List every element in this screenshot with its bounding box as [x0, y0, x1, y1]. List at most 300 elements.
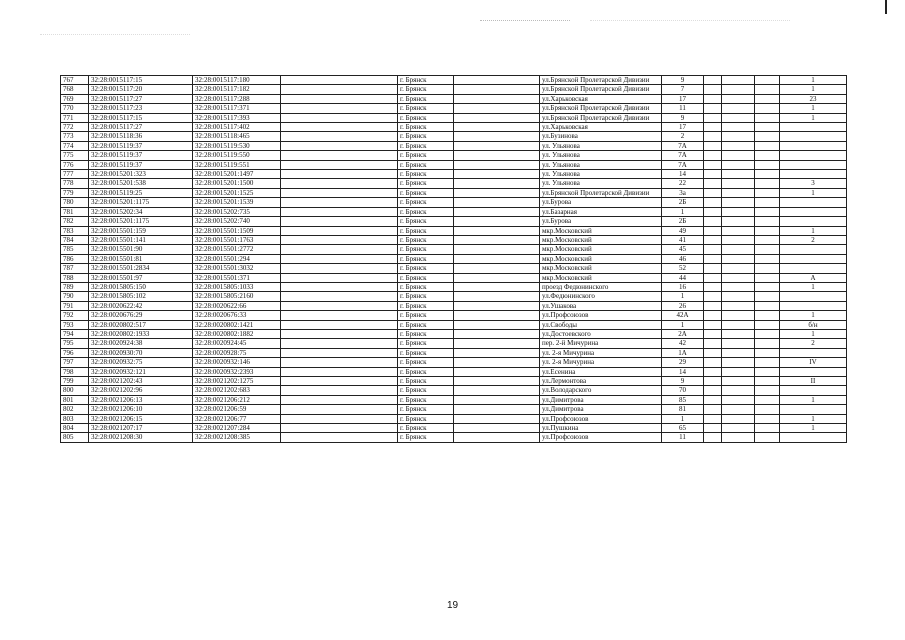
table-row	[61, 273, 847, 282]
apartment-cell: 1	[780, 85, 847, 94]
apartment-cell	[780, 170, 847, 179]
house-cell: 1	[662, 320, 704, 329]
city-cell: г. Брянск	[398, 207, 454, 216]
empty-cell	[281, 367, 398, 376]
land-cadastral-cell: 32:28:0020932:75	[89, 358, 193, 367]
object-cadastral-cell: 32:28:0021206:77	[193, 414, 281, 423]
object-cadastral-cell: 32:28:0015118:465	[193, 132, 281, 141]
empty-cell	[454, 301, 540, 310]
street-cell: ул.Свободы	[540, 320, 662, 329]
table-row	[61, 386, 847, 395]
city-cell: г. Брянск	[398, 217, 454, 226]
empty-cell	[722, 264, 755, 273]
land-cadastral-cell: 32:28:0015805:102	[89, 292, 193, 301]
land-cadastral-cell: 32:28:0015119:37	[89, 141, 193, 150]
empty-cell	[704, 141, 722, 150]
table-row	[61, 414, 847, 423]
house-cell: 2	[662, 132, 704, 141]
land-cadastral-cell: 32:28:0015501:81	[89, 254, 193, 263]
empty-cell	[722, 405, 755, 414]
empty-cell	[755, 113, 780, 122]
empty-cell	[281, 160, 398, 169]
empty-cell	[755, 226, 780, 235]
empty-cell	[281, 151, 398, 160]
street-cell: ул.Достоевского	[540, 329, 662, 338]
empty-cell	[722, 367, 755, 376]
street-cell: ул.Лермонтова	[540, 377, 662, 386]
empty-cell	[704, 151, 722, 160]
city-cell: г. Брянск	[398, 170, 454, 179]
land-cadastral-cell: 32:28:0020676:29	[89, 311, 193, 320]
object-cadastral-cell: 32:28:0015201:1497	[193, 170, 281, 179]
empty-cell	[722, 433, 755, 442]
house-cell: 2Б	[662, 198, 704, 207]
table-row	[61, 207, 847, 216]
land-cadastral-cell: 32:28:0020802:1933	[89, 329, 193, 338]
empty-cell	[755, 141, 780, 150]
street-cell: ул.Димитрова	[540, 395, 662, 404]
street-cell: ул.Ушакова	[540, 301, 662, 310]
apartment-cell	[780, 123, 847, 132]
apartment-cell	[780, 245, 847, 254]
row-number-cell: 791	[61, 301, 89, 310]
row-number-cell: 794	[61, 329, 89, 338]
house-cell: 9	[662, 76, 704, 85]
apartment-cell: 1	[780, 395, 847, 404]
empty-cell	[722, 113, 755, 122]
empty-cell	[722, 273, 755, 282]
house-cell: 7	[662, 85, 704, 94]
object-cadastral-cell: 32:28:0015117:371	[193, 104, 281, 113]
street-cell: ул.Профсоюзов	[540, 311, 662, 320]
apartment-cell	[780, 151, 847, 160]
apartment-cell: 1	[780, 76, 847, 85]
empty-cell	[281, 217, 398, 226]
city-cell: г. Брянск	[398, 348, 454, 357]
table-row	[61, 320, 847, 329]
empty-cell	[454, 198, 540, 207]
apartment-cell: 1	[780, 104, 847, 113]
street-cell: ул.Бурова	[540, 198, 662, 207]
house-cell: 14	[662, 367, 704, 376]
city-cell: г. Брянск	[398, 132, 454, 141]
object-cadastral-cell: 32:28:0015201:1539	[193, 198, 281, 207]
city-cell: г. Брянск	[398, 367, 454, 376]
city-cell: г. Брянск	[398, 188, 454, 197]
empty-cell	[755, 245, 780, 254]
empty-cell	[454, 76, 540, 85]
row-number-cell: 786	[61, 254, 89, 263]
object-cadastral-cell: 32:28:0015501:2772	[193, 245, 281, 254]
empty-cell	[281, 339, 398, 348]
city-cell: г. Брянск	[398, 235, 454, 244]
city-cell: г. Брянск	[398, 339, 454, 348]
empty-cell	[722, 170, 755, 179]
land-cadastral-cell: 32:28:0020932:121	[89, 367, 193, 376]
empty-cell	[704, 311, 722, 320]
land-cadastral-cell: 32:28:0020802:517	[89, 320, 193, 329]
empty-cell	[722, 348, 755, 357]
empty-cell	[722, 329, 755, 338]
land-cadastral-cell: 32:28:0020930:70	[89, 348, 193, 357]
city-cell: г. Брянск	[398, 264, 454, 273]
house-cell: 2Б	[662, 217, 704, 226]
empty-cell	[722, 395, 755, 404]
empty-cell	[281, 170, 398, 179]
empty-cell	[755, 207, 780, 216]
empty-cell	[704, 424, 722, 433]
empty-cell	[755, 320, 780, 329]
empty-cell	[704, 85, 722, 94]
empty-cell	[704, 282, 722, 291]
empty-cell	[454, 386, 540, 395]
empty-cell	[281, 273, 398, 282]
registry-table	[60, 75, 847, 443]
street-cell: проезд Федюнинского	[540, 282, 662, 291]
apartment-cell: 1	[780, 329, 847, 338]
empty-cell	[454, 217, 540, 226]
object-cadastral-cell: 32:28:0015119:551	[193, 160, 281, 169]
empty-cell	[704, 207, 722, 216]
street-cell: ул.Есенина	[540, 367, 662, 376]
house-cell: 17	[662, 94, 704, 103]
empty-cell	[755, 273, 780, 282]
row-number-cell: 793	[61, 320, 89, 329]
empty-cell	[722, 132, 755, 141]
table-row	[61, 179, 847, 188]
empty-cell	[281, 245, 398, 254]
apartment-cell	[780, 433, 847, 442]
street-cell: ул.Брянской Пролетарской Дивизии	[540, 104, 662, 113]
city-cell: г. Брянск	[398, 405, 454, 414]
house-cell: 9	[662, 113, 704, 122]
street-cell: ул. 2-я Мичурина	[540, 358, 662, 367]
row-number-cell: 767	[61, 76, 89, 85]
empty-cell	[281, 235, 398, 244]
city-cell: г. Брянск	[398, 85, 454, 94]
street-cell: мкр.Московский	[540, 254, 662, 263]
table-row	[61, 123, 847, 132]
city-cell: г. Брянск	[398, 179, 454, 188]
table-row	[61, 367, 847, 376]
house-cell: 11	[662, 433, 704, 442]
row-number-cell: 770	[61, 104, 89, 113]
object-cadastral-cell: 32:28:0015117:402	[193, 123, 281, 132]
empty-cell	[281, 85, 398, 94]
empty-cell	[454, 292, 540, 301]
table-row	[61, 235, 847, 244]
street-cell: ул.Брянской Пролетарской Дивизии	[540, 113, 662, 122]
row-number-cell: 778	[61, 179, 89, 188]
land-cadastral-cell: 32:28:0015117:27	[89, 123, 193, 132]
land-cadastral-cell: 32:28:0021207:17	[89, 424, 193, 433]
object-cadastral-cell: 32:28:0020932:146	[193, 358, 281, 367]
table-row	[61, 254, 847, 263]
empty-cell	[755, 301, 780, 310]
land-cadastral-cell: 32:28:0015201:1175	[89, 217, 193, 226]
row-number-cell: 797	[61, 358, 89, 367]
land-cadastral-cell: 32:28:0015117:23	[89, 104, 193, 113]
empty-cell	[454, 94, 540, 103]
house-cell: 44	[662, 273, 704, 282]
empty-cell	[755, 235, 780, 244]
empty-cell	[454, 104, 540, 113]
table-row	[61, 76, 847, 85]
row-number-cell: 772	[61, 123, 89, 132]
house-cell: 52	[662, 264, 704, 273]
empty-cell	[454, 245, 540, 254]
empty-cell	[281, 113, 398, 122]
object-cadastral-cell: 32:28:0021206:212	[193, 395, 281, 404]
apartment-cell	[780, 132, 847, 141]
empty-cell	[722, 358, 755, 367]
empty-cell	[281, 292, 398, 301]
row-number-cell: 785	[61, 245, 89, 254]
row-number-cell: 771	[61, 113, 89, 122]
table-row	[61, 94, 847, 103]
empty-cell	[722, 254, 755, 263]
empty-cell	[454, 123, 540, 132]
empty-cell	[454, 85, 540, 94]
empty-cell	[704, 170, 722, 179]
street-cell: мкр.Московский	[540, 226, 662, 235]
object-cadastral-cell: 32:28:0015501:3032	[193, 264, 281, 273]
scan-noise	[590, 20, 790, 22]
street-cell: ул.Бурова	[540, 217, 662, 226]
row-number-cell: 776	[61, 160, 89, 169]
street-cell: ул.Димитрова	[540, 405, 662, 414]
empty-cell	[704, 292, 722, 301]
scan-noise	[480, 20, 570, 22]
land-cadastral-cell: 32:28:0015119:25	[89, 188, 193, 197]
house-cell: 7А	[662, 141, 704, 150]
apartment-cell: 1	[780, 188, 847, 197]
empty-cell	[755, 386, 780, 395]
object-cadastral-cell: 32:28:0015501:294	[193, 254, 281, 263]
empty-cell	[281, 123, 398, 132]
apartment-cell	[780, 207, 847, 216]
row-number-cell: 789	[61, 282, 89, 291]
street-cell: мкр.Московский	[540, 264, 662, 273]
empty-cell	[281, 264, 398, 273]
table-row	[61, 377, 847, 386]
object-cadastral-cell: 32:28:0021206:59	[193, 405, 281, 414]
house-cell: 1	[662, 207, 704, 216]
house-cell: 42	[662, 339, 704, 348]
empty-cell	[704, 358, 722, 367]
object-cadastral-cell: 32:28:0015119:530	[193, 141, 281, 150]
apartment-cell	[780, 141, 847, 150]
apartment-cell	[780, 254, 847, 263]
row-number-cell: 777	[61, 170, 89, 179]
empty-cell	[281, 282, 398, 291]
city-cell: г. Брянск	[398, 424, 454, 433]
house-cell: 85	[662, 395, 704, 404]
empty-cell	[704, 235, 722, 244]
empty-cell	[722, 141, 755, 150]
land-cadastral-cell: 32:28:0021208:30	[89, 433, 193, 442]
table-row	[61, 339, 847, 348]
empty-cell	[281, 320, 398, 329]
table-row	[61, 151, 847, 160]
empty-cell	[454, 132, 540, 141]
empty-cell	[704, 433, 722, 442]
scan-noise	[40, 34, 190, 36]
city-cell: г. Брянск	[398, 414, 454, 423]
land-cadastral-cell: 32:28:0015501:97	[89, 273, 193, 282]
land-cadastral-cell: 32:28:0015501:141	[89, 235, 193, 244]
apartment-cell	[780, 301, 847, 310]
land-cadastral-cell: 32:28:0021206:13	[89, 395, 193, 404]
empty-cell	[722, 160, 755, 169]
city-cell: г. Брянск	[398, 123, 454, 132]
apartment-cell: 1	[780, 311, 847, 320]
land-cadastral-cell: 32:28:0015501:2834	[89, 264, 193, 273]
empty-cell	[704, 301, 722, 310]
empty-cell	[281, 76, 398, 85]
empty-cell	[722, 179, 755, 188]
empty-cell	[454, 273, 540, 282]
city-cell: г. Брянск	[398, 311, 454, 320]
empty-cell	[281, 405, 398, 414]
empty-cell	[755, 104, 780, 113]
object-cadastral-cell: 32:28:0020928:75	[193, 348, 281, 357]
row-number-cell: 798	[61, 367, 89, 376]
house-cell: 11	[662, 104, 704, 113]
row-number-cell: 775	[61, 151, 89, 160]
empty-cell	[755, 170, 780, 179]
empty-cell	[454, 188, 540, 197]
empty-cell	[755, 179, 780, 188]
empty-cell	[704, 254, 722, 263]
empty-cell	[281, 207, 398, 216]
land-cadastral-cell: 32:28:0015805:150	[89, 282, 193, 291]
empty-cell	[454, 311, 540, 320]
empty-cell	[281, 424, 398, 433]
empty-cell	[755, 329, 780, 338]
empty-cell	[755, 348, 780, 357]
table-row	[61, 104, 847, 113]
empty-cell	[281, 414, 398, 423]
row-number-cell: 802	[61, 405, 89, 414]
empty-cell	[454, 113, 540, 122]
street-cell: пер. 2-й Мичурина	[540, 339, 662, 348]
table-row	[61, 141, 847, 150]
empty-cell	[454, 424, 540, 433]
apartment-cell: 1	[780, 424, 847, 433]
city-cell: г. Брянск	[398, 160, 454, 169]
empty-cell	[454, 254, 540, 263]
row-number-cell: 790	[61, 292, 89, 301]
house-cell: 16	[662, 282, 704, 291]
empty-cell	[704, 179, 722, 188]
land-cadastral-cell: 32:28:0020924:38	[89, 339, 193, 348]
row-number-cell: 801	[61, 395, 89, 404]
apartment-cell	[780, 264, 847, 273]
empty-cell	[755, 254, 780, 263]
object-cadastral-cell: 32:28:0015117:393	[193, 113, 281, 122]
street-cell: ул.Профсоюзов	[540, 414, 662, 423]
row-number-cell: 769	[61, 94, 89, 103]
object-cadastral-cell: 32:28:0020802:1421	[193, 320, 281, 329]
house-cell: 1	[662, 292, 704, 301]
empty-cell	[722, 282, 755, 291]
land-cadastral-cell: 32:28:0015119:37	[89, 151, 193, 160]
city-cell: г. Брянск	[398, 151, 454, 160]
empty-cell	[704, 386, 722, 395]
land-cadastral-cell: 32:28:0015202:34	[89, 207, 193, 216]
row-number-cell: 799	[61, 377, 89, 386]
empty-cell	[454, 358, 540, 367]
house-cell: 9	[662, 377, 704, 386]
empty-cell	[704, 348, 722, 357]
table-row	[61, 85, 847, 94]
land-cadastral-cell: 32:28:0015201:1175	[89, 198, 193, 207]
city-cell: г. Брянск	[398, 226, 454, 235]
object-cadastral-cell: 32:28:0020622:66	[193, 301, 281, 310]
city-cell: г. Брянск	[398, 104, 454, 113]
street-cell: ул.Бузинова	[540, 132, 662, 141]
empty-cell	[755, 85, 780, 94]
apartment-cell	[780, 217, 847, 226]
empty-cell	[722, 76, 755, 85]
empty-cell	[722, 414, 755, 423]
row-number-cell: 792	[61, 311, 89, 320]
empty-cell	[281, 254, 398, 263]
table-row	[61, 292, 847, 301]
street-cell: ул.Харьковская	[540, 94, 662, 103]
land-cadastral-cell: 32:28:0021206:10	[89, 405, 193, 414]
empty-cell	[704, 273, 722, 282]
empty-cell	[454, 414, 540, 423]
house-cell: 81	[662, 405, 704, 414]
land-cadastral-cell: 32:28:0015119:37	[89, 160, 193, 169]
row-number-cell: 804	[61, 424, 89, 433]
row-number-cell: 805	[61, 433, 89, 442]
street-cell: ул. 2-я Мичурина	[540, 348, 662, 357]
table-row	[61, 395, 847, 404]
object-cadastral-cell: 32:28:0015501:1763	[193, 235, 281, 244]
city-cell: г. Брянск	[398, 386, 454, 395]
empty-cell	[281, 226, 398, 235]
table-row	[61, 198, 847, 207]
apartment-cell: А	[780, 273, 847, 282]
empty-cell	[704, 132, 722, 141]
city-cell: г. Брянск	[398, 358, 454, 367]
empty-cell	[755, 405, 780, 414]
city-cell: г. Брянск	[398, 320, 454, 329]
street-cell: ул.Профсоюзов	[540, 433, 662, 442]
apartment-cell	[780, 160, 847, 169]
empty-cell	[755, 358, 780, 367]
object-cadastral-cell: 32:28:0015805:1033	[193, 282, 281, 291]
empty-cell	[722, 424, 755, 433]
empty-cell	[454, 320, 540, 329]
empty-cell	[454, 179, 540, 188]
empty-cell	[755, 151, 780, 160]
empty-cell	[454, 151, 540, 160]
table-row	[61, 433, 847, 442]
table-row	[61, 329, 847, 338]
empty-cell	[755, 339, 780, 348]
land-cadastral-cell: 32:28:0015117:15	[89, 76, 193, 85]
empty-cell	[704, 377, 722, 386]
empty-cell	[755, 264, 780, 273]
land-cadastral-cell: 32:28:0015117:15	[89, 113, 193, 122]
empty-cell	[755, 217, 780, 226]
apartment-cell	[780, 386, 847, 395]
empty-cell	[704, 226, 722, 235]
